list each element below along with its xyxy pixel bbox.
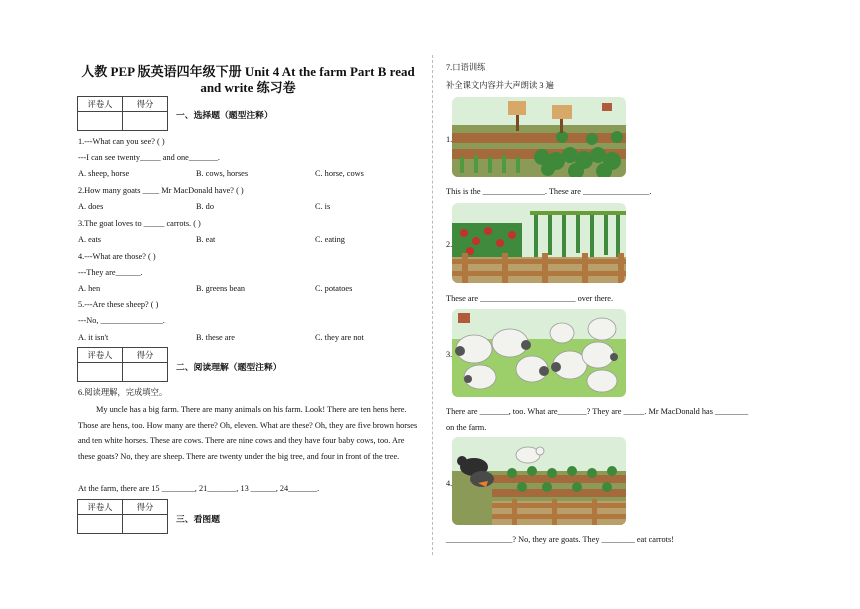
q5-option-a[interactable]: A. it isn't	[78, 333, 109, 342]
q1-stem: 1.---What can you see? ( )	[78, 137, 165, 146]
q3-option-b[interactable]: B. eat	[196, 235, 216, 244]
picture-4-sentence: ________________? No, they are goats. They ________ eat carrots!	[446, 535, 674, 544]
picture-3-sentence-line2: on the farm.	[446, 423, 487, 432]
page-title	[78, 64, 418, 96]
q6-heading: 6.阅读理解，完成填空。	[78, 388, 168, 397]
section-heading-pictures: 三、看图题	[176, 514, 220, 524]
q6-passage: My uncle has a big farm. There are many animals on his farm. Look! There are ten hens here. Those are hens, too. How many are there? Oh, eleven. What are these? Oh, they are five brown horses and ten white horses. These are cows. There are nine cows and they have four baby cows, too. Are these goats? No, they are sheep. There are twenty under the big tree, and four in front of the tree.	[78, 405, 418, 461]
q4-stem: 4.---What are those? ( )	[78, 252, 156, 261]
score-label: 得分	[123, 500, 168, 515]
picture-2-tomatoes-and-beans	[452, 203, 626, 283]
q1-option-a[interactable]: A. sheep, horse	[78, 169, 130, 178]
score-label: 得分	[123, 348, 168, 363]
q4-line2: ---They are______.	[78, 268, 143, 277]
q4-option-a[interactable]: A. hen	[78, 284, 101, 293]
picture-1-sentence: This is the _______________. These are ________________.	[446, 187, 652, 196]
q1-line2: ---I can see twenty_____ and one_______.	[78, 153, 220, 162]
picture-2-sentence: These are _______________________ over there.	[446, 294, 614, 303]
score-cell[interactable]	[123, 515, 168, 534]
score-table-3	[77, 499, 168, 534]
picture-4-number: 4.	[446, 479, 453, 488]
q5-line2: ---No, _______________.	[78, 316, 165, 325]
q2-option-a[interactable]: A. does	[78, 202, 104, 211]
reviewer-cell[interactable]	[78, 363, 123, 382]
title-line-1: 人教 PEP 版英语四年级下册 Unit 4 At the farm Part B read	[81, 64, 415, 79]
picture-4-goats-carrots	[452, 437, 626, 525]
section-heading-reading: 二、阅读理解（题型注释）	[176, 362, 282, 372]
picture-2-number: 2.	[446, 240, 453, 249]
reviewer-cell[interactable]	[78, 515, 123, 534]
picture-1-number: 1.	[446, 135, 453, 144]
section-heading-choice: 一、选择题（题型注释）	[176, 110, 273, 120]
q2-option-c[interactable]: C. is	[315, 202, 331, 211]
score-table-2	[77, 347, 168, 382]
q4-option-b[interactable]: B. greens bean	[196, 284, 246, 293]
q3-option-c[interactable]: C. eating	[315, 235, 345, 244]
q3-stem: 3.The goat loves to _____ carrots. ( )	[78, 219, 201, 228]
q5-stem: 5.---Are these sheep? ( )	[78, 300, 159, 309]
reviewer-label: 评卷人	[78, 348, 123, 363]
score-cell[interactable]	[123, 363, 168, 382]
q1-option-b[interactable]: B. cows, horses	[196, 169, 249, 178]
score-cell[interactable]	[123, 112, 168, 131]
q1-option-c[interactable]: C. horse, cows	[315, 169, 364, 178]
title-line-2: and write 练习卷	[200, 80, 296, 95]
reviewer-label: 评卷人	[78, 500, 123, 515]
q5-option-c[interactable]: C. they are not	[315, 333, 364, 342]
picture-3-sentence: There are _______, too. What are_______? They are _____. Mr MacDonald has ________	[446, 407, 749, 416]
picture-1-vegetable-garden	[452, 97, 626, 177]
reviewer-cell[interactable]	[78, 112, 123, 131]
column-divider	[432, 55, 433, 555]
q7-instruction: 补全课文内容并大声朗读 3 遍	[446, 81, 554, 90]
q3-option-a[interactable]: A. eats	[78, 235, 102, 244]
q4-option-c[interactable]: C. potatoes	[315, 284, 353, 293]
picture-3-number: 3.	[446, 350, 453, 359]
q6-fill-line: At the farm, there are 15 ________, 21_______, 13 ______, 24_______.	[78, 484, 320, 493]
score-table-1	[77, 96, 168, 131]
score-label: 得分	[123, 97, 168, 112]
picture-3-sheep	[452, 309, 626, 397]
q2-stem: 2.How many goats ____ Mr MacDonald have? ( )	[78, 186, 244, 195]
q5-option-b[interactable]: B. these are	[196, 333, 235, 342]
reviewer-label: 评卷人	[78, 97, 123, 112]
q2-option-b[interactable]: B. do	[196, 202, 214, 211]
q7-heading: 7.口语训练	[446, 63, 486, 72]
